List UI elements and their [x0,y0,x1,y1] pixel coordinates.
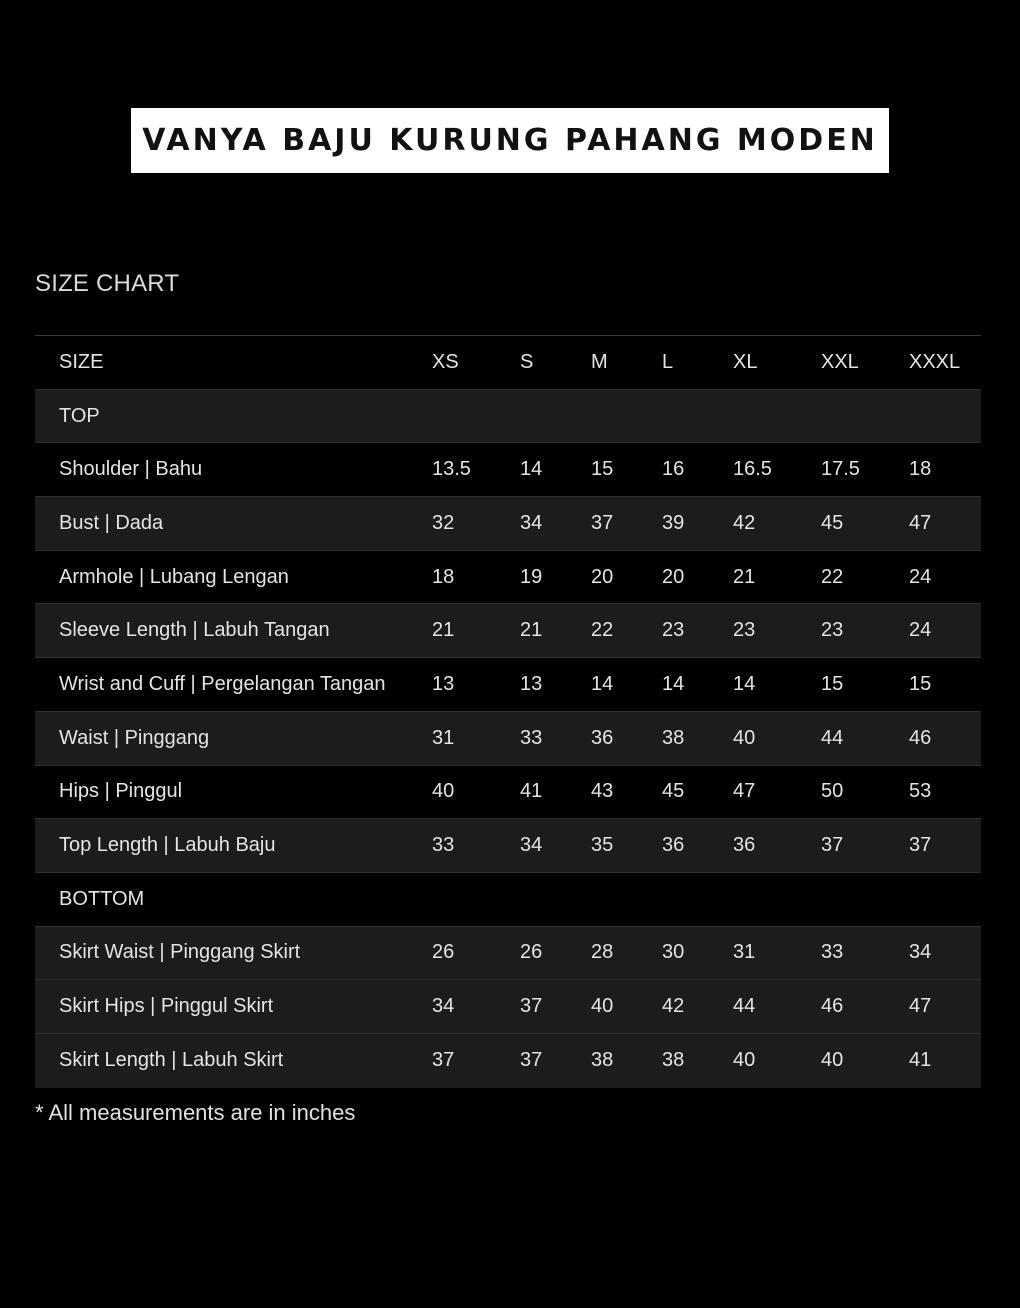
value-cell: 45 [821,511,844,534]
value-cell: 24 [909,565,932,588]
value-cell: 44 [821,726,844,749]
value-cell: 13.5 [432,458,471,481]
table-header-row [35,336,981,390]
value-cell: 33 [432,834,455,857]
value-cell: 34 [520,834,543,857]
value-cell: 50 [821,780,844,803]
value-cell: 13 [432,672,455,695]
row-label: Skirt Hips | Pinggul Skirt [59,995,274,1018]
value-cell: 23 [662,619,685,642]
header-cell: XL [733,350,758,373]
table-row [35,927,981,981]
header-cell: L [662,350,674,373]
value-cell: 23 [733,619,756,642]
table-row [35,551,981,605]
value-cell: 40 [821,1049,844,1072]
value-cell: 31 [733,941,756,964]
value-cell: 20 [591,565,614,588]
row-label: Waist | Pinggang [59,726,210,749]
value-cell: 32 [432,511,455,534]
value-cell: 31 [432,726,455,749]
size-chart-heading: SIZE CHART [35,270,180,297]
value-cell: 14 [520,458,543,481]
value-cell: 45 [662,780,685,803]
value-cell: 24 [909,619,932,642]
value-cell: 21 [432,619,455,642]
table-row [35,658,981,712]
value-cell: 36 [662,834,685,857]
header-cell: XS [432,350,459,373]
value-cell: 37 [520,995,543,1018]
value-cell: 28 [591,941,614,964]
value-cell: 19 [520,565,543,588]
value-cell: 26 [432,941,455,964]
value-cell: 43 [591,780,614,803]
value-cell: 46 [909,726,932,749]
value-cell: 15 [591,458,614,481]
table-row [35,712,981,766]
value-cell: 18 [909,458,932,481]
title-banner [131,108,889,173]
value-cell: 16 [662,458,685,481]
value-cell: 37 [821,834,844,857]
value-cell: 38 [662,1049,685,1072]
value-cell: 26 [520,941,543,964]
value-cell: 47 [733,780,756,803]
value-cell: 22 [821,565,844,588]
value-cell: 46 [821,995,844,1018]
value-cell: 37 [432,1049,455,1072]
section-row-bottom [35,873,981,927]
row-label: Wrist and Cuff | Pergelangan Tangan [59,672,386,695]
table-row [35,443,981,497]
value-cell: 34 [520,511,543,534]
table-row [35,980,981,1034]
header-cell: M [591,350,608,373]
section-label: TOP [59,404,100,427]
value-cell: 22 [591,619,614,642]
value-cell: 35 [591,834,614,857]
value-cell: 38 [591,1049,614,1072]
value-cell: 16.5 [733,458,772,481]
value-cell: 37 [520,1049,543,1072]
row-label: Shoulder | Bahu [59,458,203,481]
value-cell: 15 [909,672,932,695]
row-label: Armhole | Lubang Lengan [59,565,289,588]
value-cell: 14 [662,672,685,695]
value-cell: 40 [733,726,756,749]
value-cell: 42 [662,995,685,1018]
table-row [35,497,981,551]
row-label: Skirt Length | Labuh Skirt [59,1049,284,1072]
value-cell: 15 [821,672,844,695]
value-cell: 44 [733,995,756,1018]
size-chart-table [35,335,981,1088]
section-row-top [35,390,981,444]
value-cell: 37 [591,511,614,534]
row-label: Skirt Waist | Pinggang Skirt [59,941,301,964]
header-cell: S [520,350,534,373]
table-row [35,1034,981,1088]
row-label: Top Length | Labuh Baju [59,834,276,857]
row-label: Hips | Pinggul [59,780,183,803]
value-cell: 34 [432,995,455,1018]
units-footnote: * All measurements are in inches [35,1100,356,1125]
value-cell: 20 [662,565,685,588]
value-cell: 33 [520,726,543,749]
value-cell: 36 [591,726,614,749]
value-cell: 14 [733,672,756,695]
value-cell: 23 [821,619,844,642]
section-label: BOTTOM [59,887,145,910]
value-cell: 40 [432,780,455,803]
header-cell: XXXL [909,350,961,373]
value-cell: 33 [821,941,844,964]
value-cell: 41 [520,780,543,803]
page-title: VANYA BAJU KURUNG PAHANG MODEN [142,123,878,158]
table-row [35,604,981,658]
value-cell: 39 [662,511,685,534]
table-row [35,766,981,820]
value-cell: 47 [909,511,932,534]
value-cell: 18 [432,565,455,588]
header-cell: SIZE [59,350,104,373]
value-cell: 37 [909,834,932,857]
value-cell: 40 [733,1049,756,1072]
table-row [35,819,981,873]
value-cell: 42 [733,511,756,534]
value-cell: 30 [662,941,685,964]
row-label: Sleeve Length | Labuh Tangan [59,619,330,642]
value-cell: 14 [591,672,614,695]
value-cell: 34 [909,941,932,964]
header-cell: XXL [821,350,859,373]
value-cell: 40 [591,995,614,1018]
row-label: Bust | Dada [59,511,164,534]
value-cell: 21 [520,619,543,642]
value-cell: 38 [662,726,685,749]
value-cell: 13 [520,672,543,695]
value-cell: 53 [909,780,932,803]
value-cell: 41 [909,1049,932,1072]
value-cell: 21 [733,565,756,588]
value-cell: 17.5 [821,458,860,481]
value-cell: 47 [909,995,932,1018]
value-cell: 36 [733,834,756,857]
